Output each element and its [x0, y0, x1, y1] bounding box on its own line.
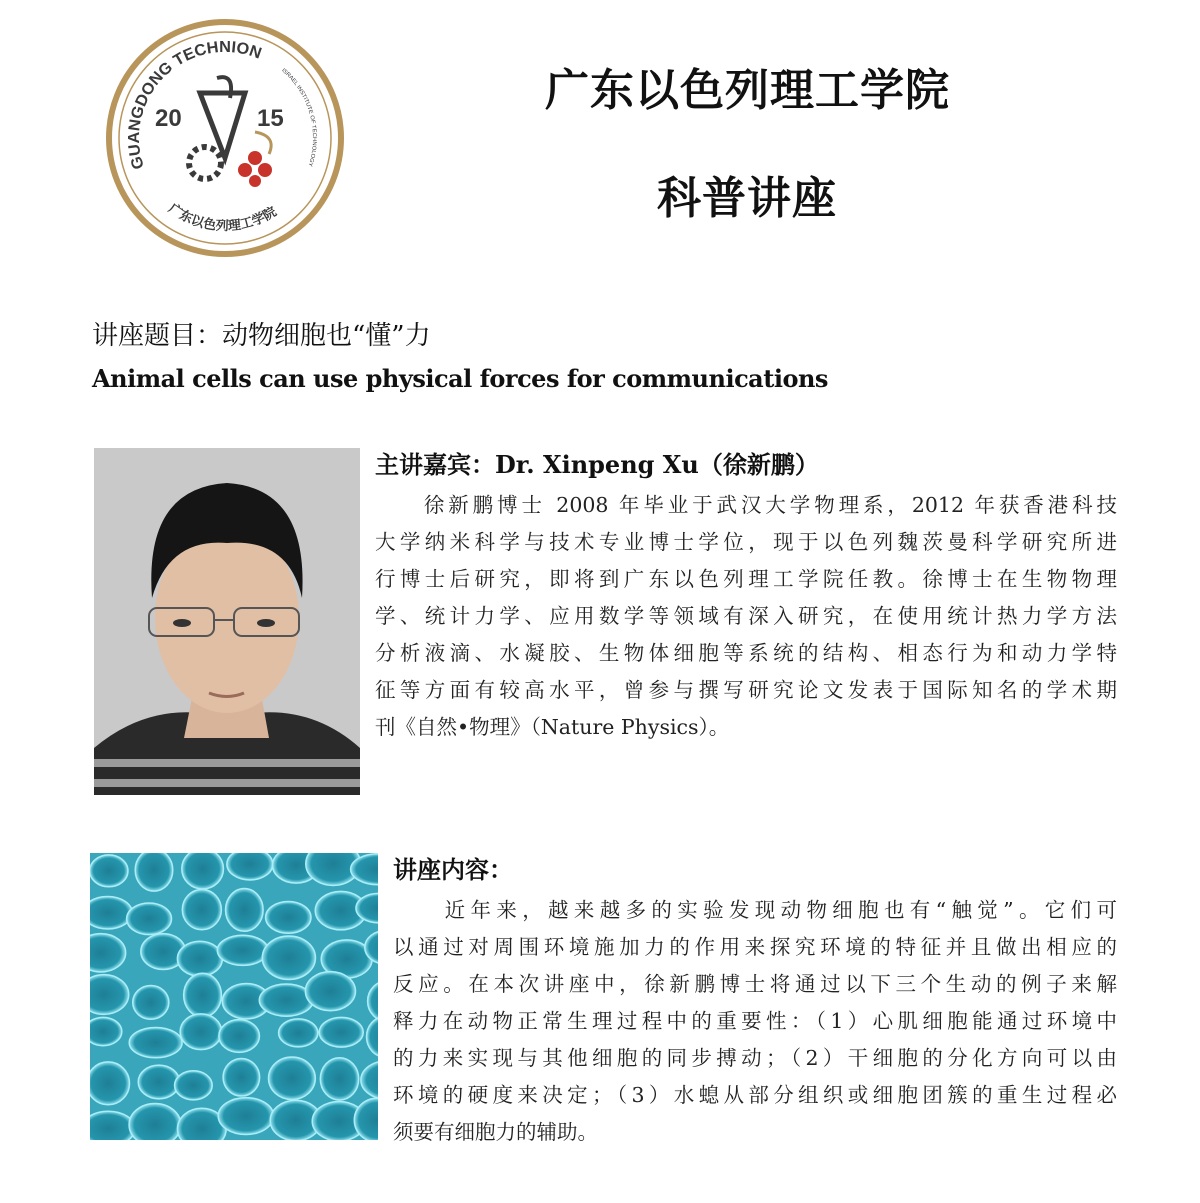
content-line: 以通过对周围环境施加力的作用来探究环境的特征并且做出相应的: [393, 935, 1117, 959]
svg-text:ISRAEL INSTITUTE OF TECHNOLOGY: ISRAEL INSTITUTE OF TECHNOLOGY: [280, 67, 318, 167]
svg-text:广东以色列理工学院: 广东以色列理工学院: [165, 201, 280, 235]
bio-line: 徐新鹏博士 2008 年毕业于武汉大学物理系，2012 年获香港科技: [375, 493, 1117, 517]
bio-line: 征等方面有较高水平，曾参与撰写研究论文发表于国际知名的学术期: [375, 678, 1117, 702]
cell-shape: [129, 1027, 182, 1057]
cell-shape: [182, 889, 221, 929]
content-line: 的力来实现与其他细胞的同步搏动；（2）干细胞的分化方向可以由: [393, 1046, 1117, 1070]
cell-shape: [227, 853, 273, 880]
cell-shape: [90, 855, 128, 887]
cell-shape: [184, 973, 222, 1017]
lecture-topic-english: Animal cells can use physical forces for communications: [92, 364, 828, 393]
cell-shape: [135, 853, 173, 891]
content-line: 释力在动物正常生理过程中的重要性：（1）心肌细胞能通过环境中: [393, 1009, 1117, 1033]
cell-shape: [262, 936, 315, 979]
bio-line: 刊《自然•物理》（Nature Physics）。: [375, 715, 730, 739]
bio-line: 分析液滴、水凝胶、生物体细胞等系统的结构、相态行为和动力学特: [375, 641, 1117, 665]
page-title: 广东以色列理工学院: [545, 65, 950, 116]
cell-shape: [266, 901, 311, 933]
bio-line: 大学纳米科学与技术专业博士学位，现于以色列魏茨曼科学研究所进: [375, 530, 1117, 554]
cell-shape: [133, 986, 169, 1020]
speaker-bio: [375, 487, 1117, 746]
cell-shape: [182, 853, 224, 889]
cells-image: [90, 853, 378, 1140]
cell-shape: [219, 1020, 260, 1053]
cell-shape: [223, 1058, 260, 1096]
svg-text:GUANGDONG TECHNION: GUANGDONG TECHNION: [125, 38, 264, 172]
content-line: 环境的硬度来决定；（3）水螅从部分组织或细胞团簇的重生过程必: [393, 1083, 1117, 1107]
content-line: 须要有细胞力的辅助。: [393, 1120, 598, 1144]
cell-shape: [127, 903, 172, 935]
bio-line: 学、统计力学、应用数学等领域有深入研究，在使用统计热力学方法: [375, 604, 1117, 628]
lecture-topic: 讲座题目：动物细胞也“懂”力: [92, 321, 431, 351]
cell-shape: [138, 1065, 179, 1099]
content-heading: 讲座内容：: [393, 855, 513, 884]
cell-shape: [218, 1098, 273, 1135]
cell-shape: [279, 1019, 318, 1047]
logo-year-right: 15: [257, 105, 284, 132]
cell-shape: [226, 888, 264, 931]
cell-shape: [180, 1014, 222, 1050]
cell-shape: [269, 1057, 316, 1099]
cell-shape: [177, 941, 222, 976]
cell-shape: [90, 1062, 130, 1105]
page-subtitle: 科普讲座: [657, 173, 837, 224]
cell-shape: [90, 1017, 122, 1045]
speaker-photo: [94, 448, 360, 795]
cell-shape: [320, 1058, 358, 1100]
cell-shape: [319, 1017, 363, 1047]
content-line: 近年来，越来越多的实验发现动物细胞也有“触觉”。它们可: [393, 898, 1117, 922]
university-logo: [105, 18, 345, 258]
cell-shape: [175, 1071, 213, 1100]
content-line: 反应。在本次讲座中，徐新鹏博士将通过以下三个生动的例子来解: [393, 972, 1117, 996]
cell-shape: [305, 972, 355, 1011]
cell-shape: [129, 1104, 181, 1140]
cell-shape: [217, 935, 268, 965]
speaker-heading: 主讲嘉宾：Dr. Xinpeng Xu（徐新鹏）: [375, 450, 819, 479]
bio-line: 行博士后研究，即将到广东以色列理工学院任教。徐博士在生物物理: [375, 567, 1117, 591]
logo-year-left: 20: [155, 105, 182, 132]
lecture-content: [393, 892, 1117, 1151]
cell-shape: [90, 896, 132, 928]
